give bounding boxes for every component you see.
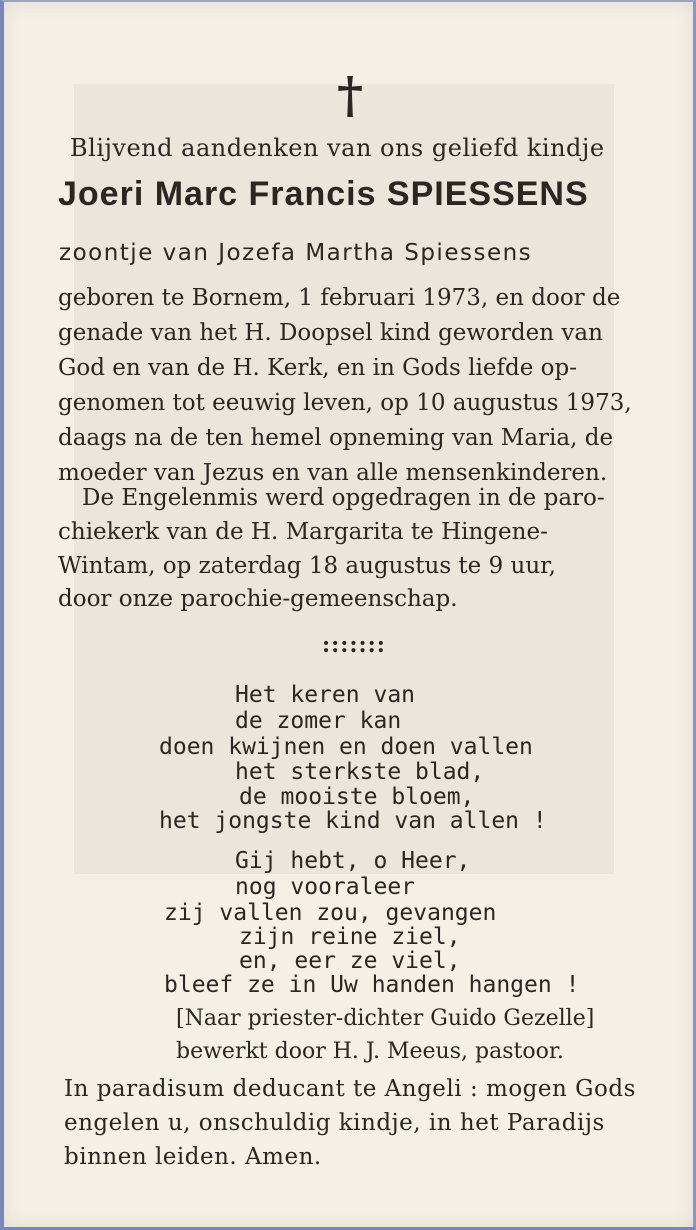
bio-line: De Engelenmis werd opgedragen in de paro- [82, 485, 605, 511]
poem-line: het jongste kind van allen ! [159, 808, 547, 834]
cross-icon: † [337, 65, 364, 124]
deceased-name: Joeri Marc Francis SPIESSENS [58, 175, 589, 213]
poem-line: en, eer ze viel, [239, 948, 461, 974]
poem-line: de zomer kan [235, 708, 402, 734]
poem-line: Het keren van [235, 682, 416, 708]
poem-attribution: bewerkt door H. J. Meeus, pastoor. [176, 1039, 564, 1064]
poem-line: zijn reine ziel, [239, 924, 461, 950]
closing-line: binnen leiden. Amen. [64, 1144, 322, 1170]
poem-line: Gij hebt, o Heer, [235, 848, 471, 874]
poem-attribution: [Naar priester-dichter Guido Gezelle] [176, 1006, 595, 1031]
bio-line: chiekerk van de H. Margarita te Hingene- [58, 519, 548, 545]
section-divider: ::::::: [322, 632, 386, 658]
bio-line: moeder van Jezus en van alle mensenkinderen. [58, 460, 608, 486]
bio-line: genade van het H. Doopsel kind geworden van [58, 320, 603, 346]
poem-line: de mooiste bloem, [239, 784, 475, 810]
bio-line: door onze parochie-gemeenschap. [58, 586, 458, 612]
poem-line: het sterkste blad, [235, 759, 485, 785]
poem-line: nog vooraleer [235, 874, 416, 900]
bio-line: genomen tot eeuwig leven, op 10 augustus 1973, [58, 390, 632, 416]
bio-line: geboren te Bornem, 1 februari 1973, en door de [58, 285, 621, 311]
intro-line: Blijvend aandenken van ons geliefd kindje [70, 134, 605, 162]
bio-line: daags na de ten hemel opneming van Maria, de [58, 425, 614, 451]
parent-line: zoontje van Jozefa Martha Spiessens [59, 240, 533, 266]
poem-line: zij vallen zou, gevangen [164, 900, 497, 926]
poem-line: bleef ze in Uw handen hangen ! [164, 972, 580, 998]
bio-line: God en van de H. Kerk, en in Gods liefde op- [58, 355, 577, 381]
closing-line: In paradisum deducant te Angeli : mogen Gods [64, 1076, 636, 1102]
poem-line: doen kwijnen en doen vallen [159, 734, 533, 760]
closing-line: engelen u, onschuldig kindje, in het Paradijs [64, 1110, 605, 1136]
bio-line: Wintam, op zaterdag 18 augustus te 9 uur, [58, 553, 556, 579]
